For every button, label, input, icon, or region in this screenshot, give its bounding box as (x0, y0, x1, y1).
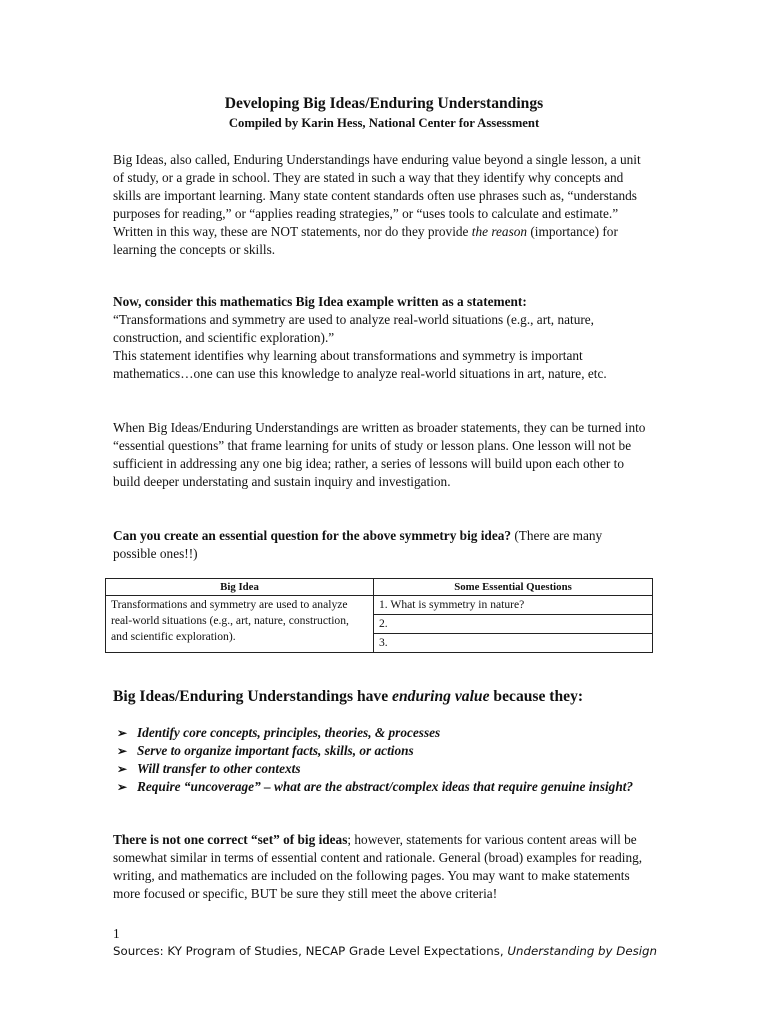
big-idea-cell: Transformations and symmetry are used to analyze real-world situations (e.g., art, nature, construction, and scientific exploration). (106, 596, 374, 653)
question-rest: (There are many possible ones!!) (113, 528, 603, 561)
closing-rest: ; however, statements for various content areas will be somewhat similar in terms of essential content and rationale. General (broad) examples for reading, writing, and mathematics are included on the following pages. You may want to make statements more focused or specific, BUT be sure they still meet the above criteria! (113, 832, 643, 901)
table-header-questions: Some Essential Questions (374, 579, 653, 596)
broader-paragraph: When Big Ideas/Enduring Understandings are written as broader statements, they can be turned into “essential questions” that frame learning for units of study or lesson plans. One lesson will not be sufficient in addressing any one big idea; rather, a series of lessons will build upon each other to build deeper understating and sustain inquiry and investigation. (113, 420, 646, 489)
intro-text: Big Ideas, also called, Enduring Understandings have enduring value beyond a single lesson, a unit of study, or a grade in school. They are stated in such a way that they identify why concepts and skills are important learning. Many state content standards often use phrases such as, “understands purposes for reading,” or “applies reading strategies,” or “uses tools to calculate and estimate.” Written in this way, these are NOT statements, nor do they provide (113, 152, 641, 239)
arrow-bullet-icon: ➢ (117, 744, 128, 758)
intro-paragraph (113, 151, 649, 259)
heading-text-end: because they: (489, 688, 584, 705)
question-cell-1: 1. What is symmetry in nature? (374, 596, 653, 615)
list-item (113, 760, 653, 778)
document-subtitle: Compiled by Karin Hess, National Center for Assessment (228, 116, 540, 130)
question-cell-2: 2. (374, 615, 653, 634)
sources-emphasis: Understanding by Design (507, 944, 658, 958)
intro-emphasis: the reason (471, 224, 528, 239)
example-quote: “Transformations and symmetry are used to analyze real-world situations (e.g., art, nature, construction, and scientific exploration).” (113, 312, 595, 345)
enduring-value-list (113, 724, 653, 796)
heading-emphasis: enduring value (392, 688, 490, 705)
arrow-bullet-icon: ➢ (117, 726, 128, 740)
closing-bold: There is not one correct “set” of big ideas (113, 832, 348, 847)
question-cell-3: 3. (374, 634, 653, 653)
example-section (113, 293, 649, 383)
intro-text-end: (importance) for learning the concepts or skills. (113, 224, 618, 257)
list-item (113, 742, 653, 760)
closing-paragraph (113, 831, 649, 903)
list-item-text: Require “uncoverage” – what are the abstract/complex ideas that require genuine insight? (137, 779, 634, 794)
list-item-text: Serve to organize important facts, skills, or actions (137, 743, 414, 758)
arrow-bullet-icon: ➢ (117, 780, 128, 794)
list-item (113, 724, 653, 742)
list-item-text: Identify core concepts, principles, theories, & processes (137, 725, 441, 740)
question-bold: Can you create an essential question for the above symmetry big idea? (113, 528, 512, 543)
arrow-bullet-icon: ➢ (117, 762, 128, 776)
document-title: Developing Big Ideas/Enduring Understandings (224, 95, 544, 112)
sources-footer (113, 942, 673, 960)
list-item (113, 778, 653, 796)
question-paragraph (113, 527, 649, 563)
example-heading: Now, consider this mathematics Big Idea example written as a statement: (113, 294, 527, 309)
example-explanation: This statement identifies why learning about transformations and symmetry is important mathematics…one can use this knowledge to analyze real-world situations in art, nature, etc. (113, 348, 607, 381)
list-item-text: Will transfer to other contexts (137, 761, 301, 776)
page-number: 1 (113, 926, 120, 941)
sources-text: Sources: KY Program of Studies, NECAP Grade Level Expectations, (113, 944, 508, 958)
big-idea-table (105, 578, 653, 653)
enduring-value-heading (113, 686, 673, 708)
table-header-big-idea: Big Idea (106, 579, 374, 596)
heading-text: Big Ideas/Enduring Understandings have (113, 688, 393, 705)
